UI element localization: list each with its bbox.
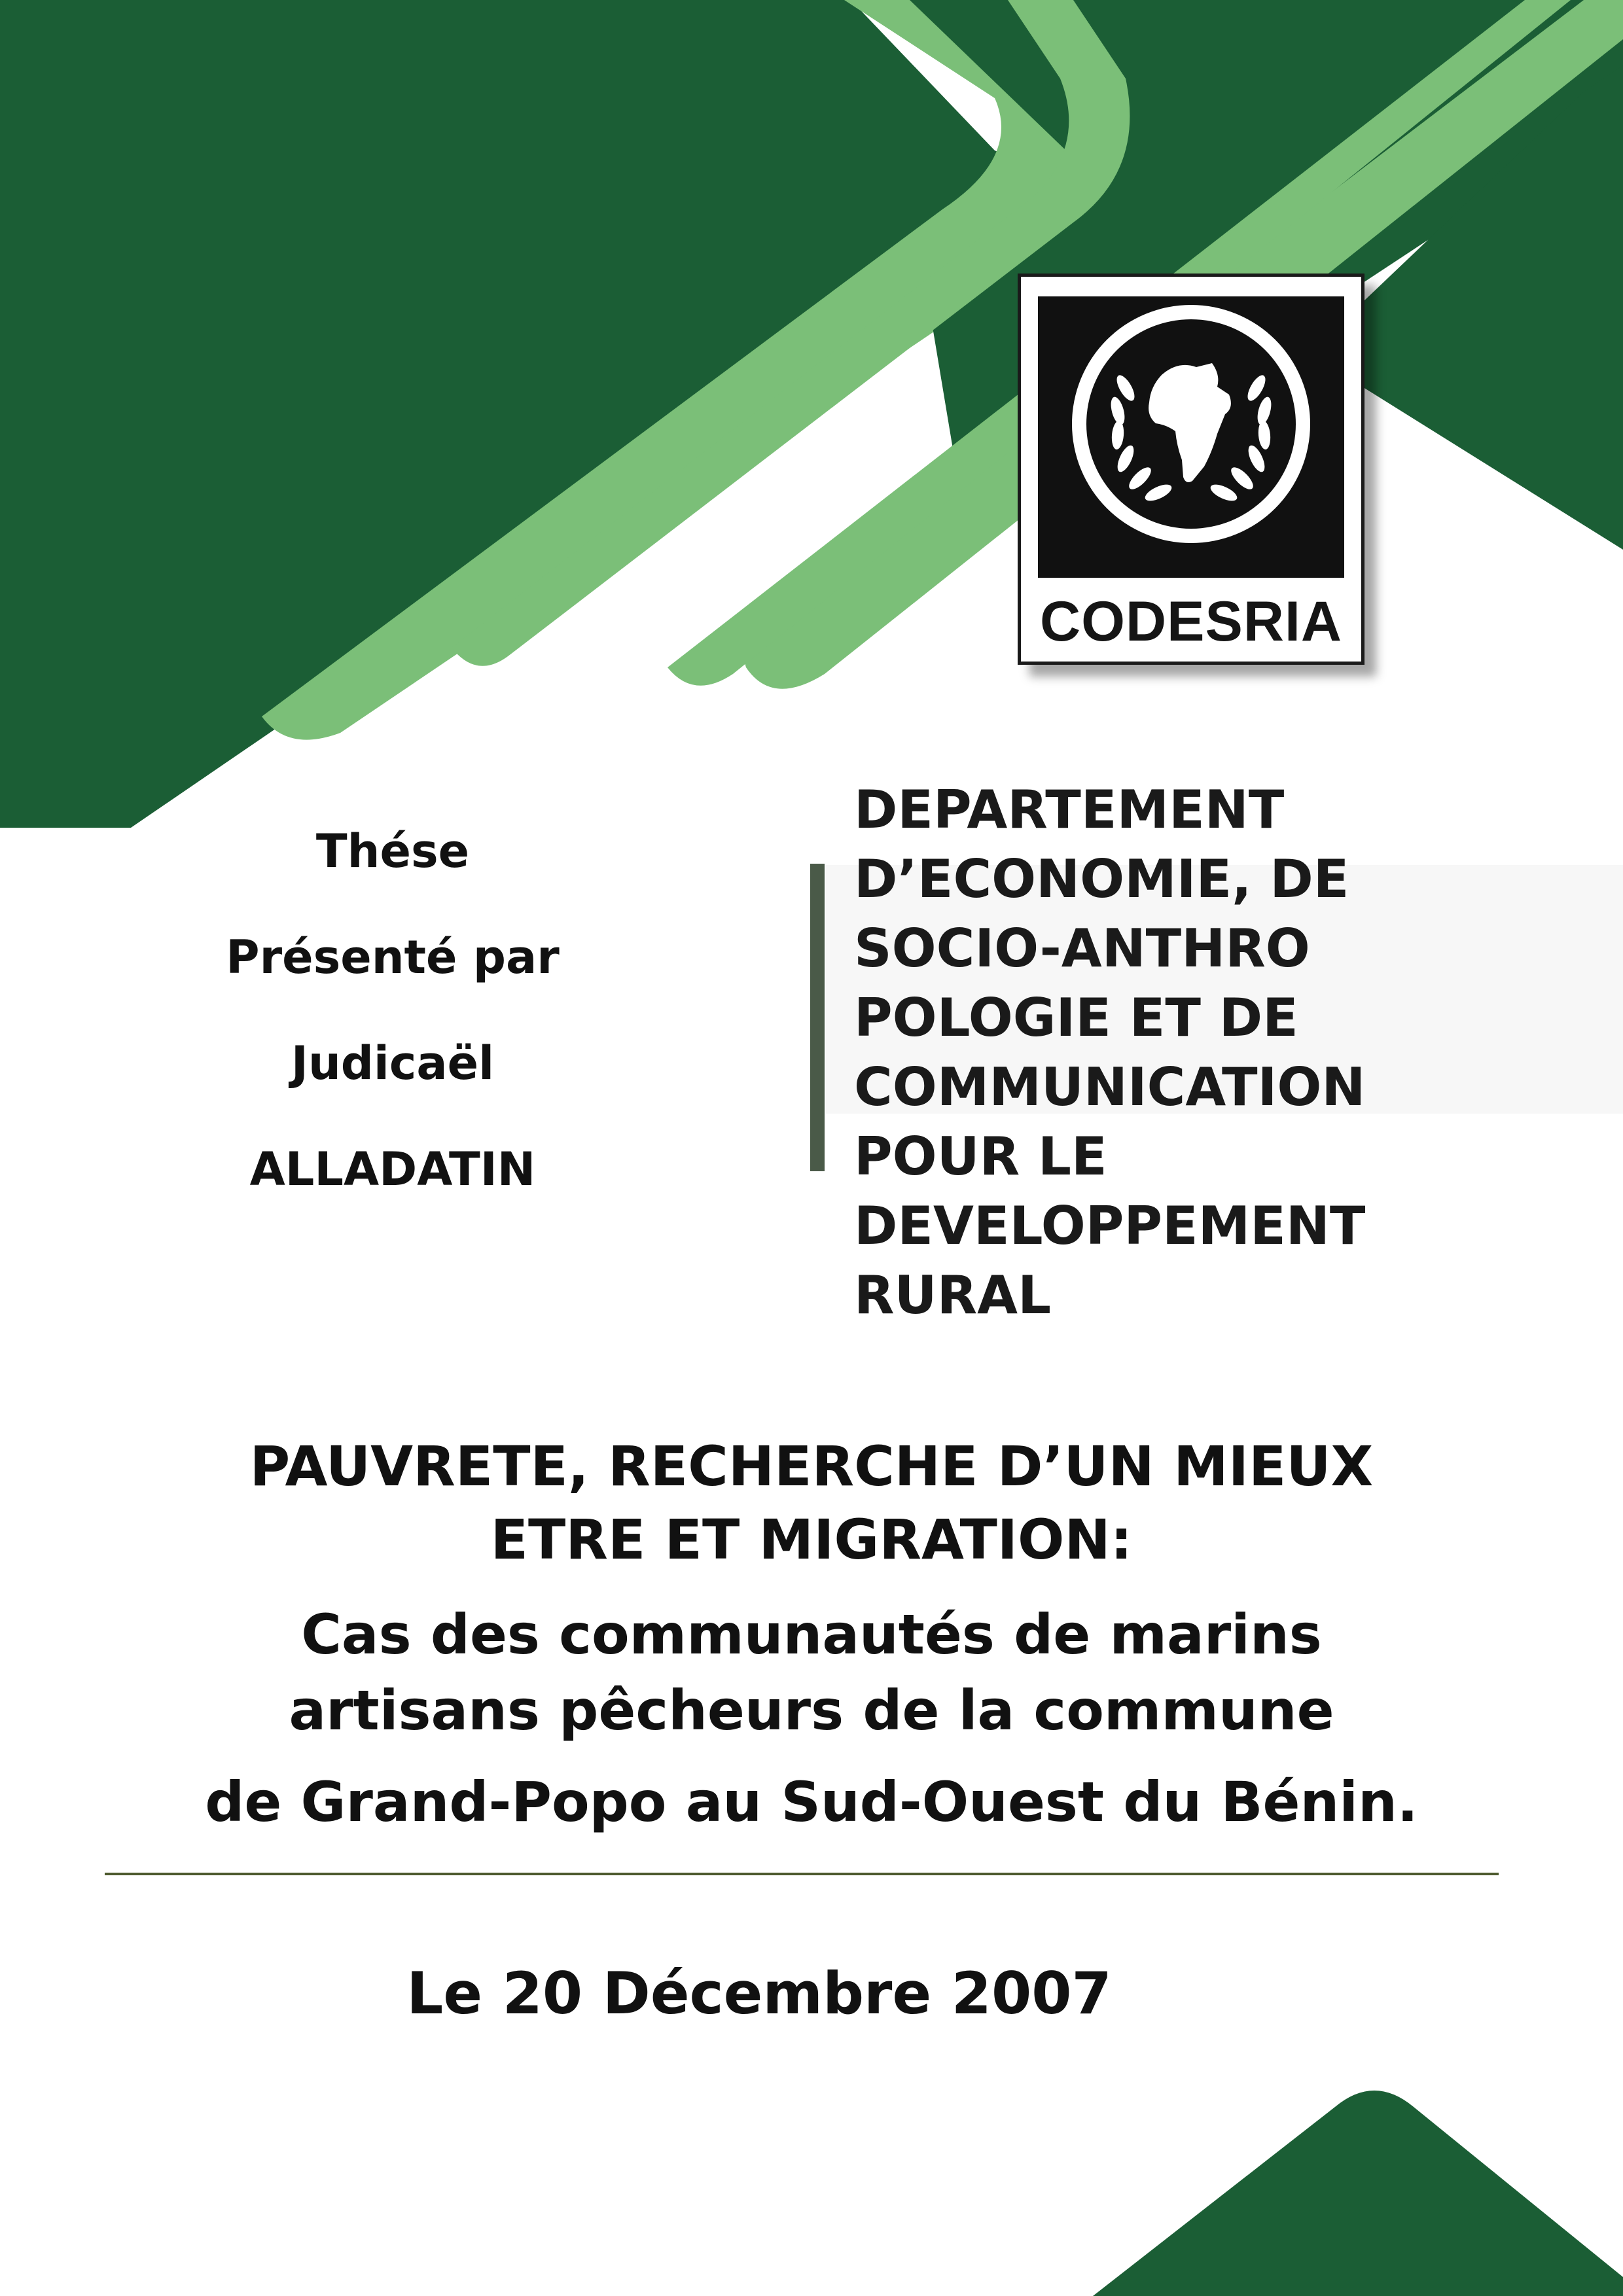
- department-line: COMMUNICATION: [854, 1057, 1366, 1118]
- top-left-dark-green-shape: [0, 0, 1073, 828]
- department-line: RURAL: [854, 1265, 1052, 1326]
- department-vertical-rule: [810, 864, 825, 1171]
- department-line: DEPARTEMENT: [854, 779, 1285, 840]
- horizontal-divider: [105, 1873, 1499, 1875]
- department-block: [854, 775, 1607, 1330]
- subtitle-line-3: de Grand-Popo au Sud-Ouest du Bénin.: [205, 1770, 1418, 1834]
- codesria-logo: [1018, 274, 1364, 665]
- author-last-name: ALLADATIN: [249, 1142, 536, 1196]
- presented-by-label: Présenté par: [226, 930, 560, 984]
- title-line-1: PAUVRETE, RECHERCHE D’UN MIEUX: [249, 1434, 1374, 1498]
- department-line: SOCIO-ANTHRO: [854, 918, 1310, 979]
- presentation-date: Le 20 Décembre 2007: [406, 1960, 1112, 2027]
- thesis-title: [98, 1430, 1525, 1576]
- subtitle-line-2: artisans pêcheurs de la commune: [289, 1678, 1334, 1742]
- logo-wordmark: CODESRIA: [1040, 590, 1342, 653]
- title-line-2: ETRE ET MIGRATION:: [490, 1508, 1133, 1572]
- thesis-subtitle: [98, 1597, 1525, 1840]
- bottom-right-dark-green-triangle: [1093, 2091, 1623, 2296]
- subtitle-line-1: Cas des communautés de marins: [301, 1602, 1322, 1667]
- africa-laurel-emblem-icon: [1021, 277, 1368, 584]
- department-line: POLOGIE ET DE: [854, 987, 1298, 1048]
- department-line: D’ECONOMIE, DE: [854, 849, 1349, 910]
- department-line: DEVELOPPEMENT: [854, 1195, 1366, 1256]
- author-first-name: Judicaël: [291, 1036, 495, 1090]
- thesis-label: Thése: [315, 824, 470, 878]
- author-block: [164, 798, 622, 1222]
- department-line: POUR LE: [854, 1126, 1107, 1187]
